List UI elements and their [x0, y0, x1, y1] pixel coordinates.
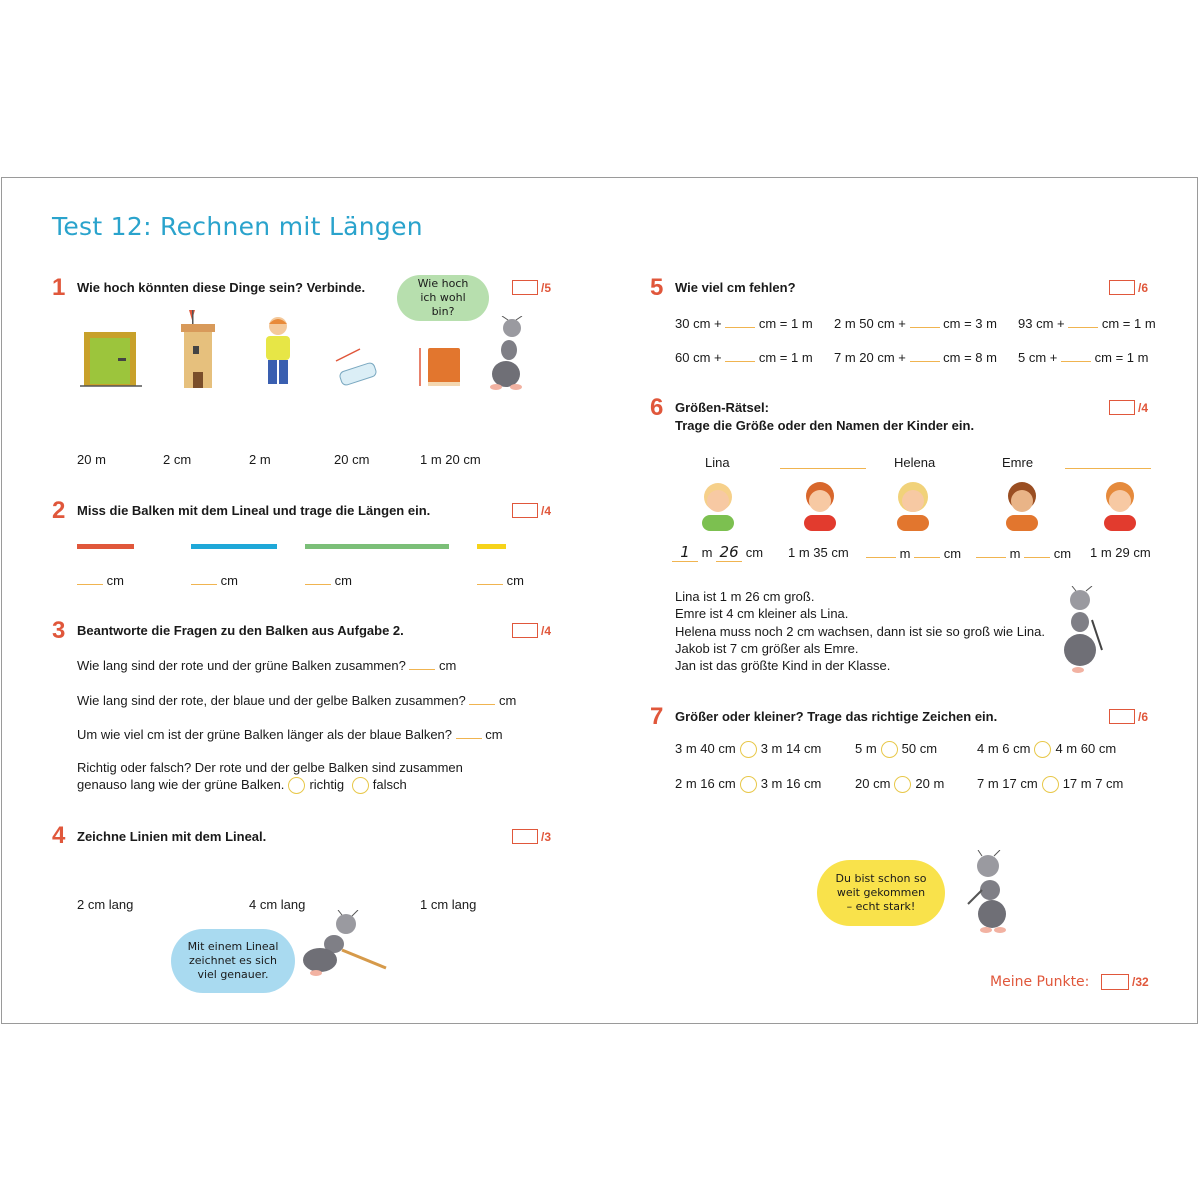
clue-text: Lina ist 1 m 26 cm groß.	[675, 589, 815, 604]
answer-option[interactable]: 2 m	[249, 452, 271, 467]
line-label: 4 cm lang	[249, 897, 306, 912]
answer-blank[interactable]	[77, 572, 103, 585]
total-score-box[interactable]	[1101, 974, 1129, 990]
ant-icon	[484, 316, 534, 390]
total-score-label: Meine Punkte:	[990, 974, 1090, 990]
score-box[interactable]	[512, 280, 538, 295]
answer-blank[interactable]	[409, 657, 435, 670]
bar-yellow	[477, 544, 506, 549]
question-text: Wie lang sind der rote und der grüne Balken zusammen?	[77, 658, 406, 673]
answer-blank[interactable]	[866, 545, 896, 558]
answer-option[interactable]: 20 cm	[334, 452, 370, 467]
boy-icon	[1000, 479, 1044, 533]
answer-option[interactable]: 20 m	[77, 452, 106, 467]
question-text: genauso lang wie der grüne Balken.	[77, 777, 285, 792]
answer-circle[interactable]	[881, 741, 898, 758]
question-text: Richtig oder falsch? Der rote und der gelbe Balken sind zusammen	[77, 760, 463, 775]
answer-blank[interactable]	[725, 349, 755, 362]
score-max: /4	[1138, 401, 1149, 415]
task-number: 7	[650, 703, 664, 730]
answer-blank[interactable]: 26	[716, 543, 742, 562]
score-box[interactable]	[1109, 280, 1135, 295]
answer-blank[interactable]	[910, 349, 940, 362]
child-name: Lina	[705, 455, 730, 470]
answer-option[interactable]: 2 cm	[163, 452, 192, 467]
ant-icon	[298, 910, 390, 976]
bar-green	[305, 544, 449, 549]
line-label: 1 cm lang	[420, 897, 477, 912]
answer-circle[interactable]	[1042, 776, 1059, 793]
line-label: 2 cm lang	[77, 897, 134, 912]
bar-red	[77, 544, 134, 549]
task-question: Beantworte die Fragen zu den Balken aus Aufgabe 2.	[77, 623, 404, 638]
clue-text: Jan ist das größte Kind in der Klasse.	[675, 658, 891, 673]
answer-blank[interactable]	[477, 572, 503, 585]
answer-blank[interactable]: 1	[672, 543, 698, 562]
eraser-icon	[332, 347, 382, 387]
clue-text: Helena muss noch 2 cm wachsen, dann ist sie so groß wie Lina.	[675, 624, 1045, 639]
speech-bubble: Wie hoch ich wohl bin?	[397, 275, 489, 321]
girl-icon	[891, 479, 935, 533]
answer-blank[interactable]	[305, 572, 331, 585]
score-max: /4	[541, 624, 552, 638]
child-name: Emre	[1002, 455, 1034, 470]
size-label: 1 m 35 cm	[788, 545, 849, 560]
answer-blank[interactable]	[469, 692, 495, 705]
answer-circle[interactable]	[1034, 741, 1051, 758]
answer-circle[interactable]	[288, 777, 305, 794]
answer-circle[interactable]	[740, 776, 757, 793]
size-label: 1 m 29 cm	[1090, 545, 1151, 560]
name-blank[interactable]	[780, 468, 866, 469]
boy-icon	[1098, 479, 1142, 533]
door-icon	[80, 330, 142, 388]
score-max: /6	[1138, 710, 1149, 724]
speech-bubble: Du bist schon so weit gekommen – echt stark!	[817, 860, 945, 926]
answer-blank[interactable]	[1024, 545, 1050, 558]
task-question: Größen-Rätsel:	[675, 400, 769, 415]
score-max: /4	[541, 504, 552, 518]
page-title: Test 12: Rechnen mit Längen	[52, 212, 423, 241]
answer-circle[interactable]	[352, 777, 369, 794]
clue-text: Emre ist 4 cm kleiner als Lina.	[675, 606, 849, 621]
name-blank[interactable]	[1065, 468, 1151, 469]
answer-blank[interactable]	[910, 315, 940, 328]
answer-blank[interactable]	[725, 315, 755, 328]
answer-blank[interactable]	[976, 545, 1006, 558]
task-number: 1	[52, 274, 66, 301]
ant-icon	[960, 850, 1030, 936]
answer-circle[interactable]	[740, 741, 757, 758]
task-question: Wie viel cm fehlen?	[675, 280, 796, 295]
task-number: 5	[650, 274, 664, 301]
score-box[interactable]	[512, 503, 538, 518]
answer-blank[interactable]	[914, 545, 940, 558]
total-score-max: /32	[1132, 975, 1149, 989]
question-text: Um wie viel cm ist der grüne Balken länger als der blaue Balken?	[77, 727, 453, 742]
task-question: Größer oder kleiner? Trage das richtige Zeichen ein.	[675, 709, 998, 724]
score-max: /3	[541, 830, 552, 844]
bar-blue	[191, 544, 277, 549]
task-question: Zeichne Linien mit dem Lineal.	[77, 829, 267, 844]
answer-circle[interactable]	[894, 776, 911, 793]
score-max: /6	[1138, 281, 1149, 295]
task-question: Wie hoch könnten diese Dinge sein? Verbinde.	[77, 280, 366, 295]
answer-option[interactable]: 1 m 20 cm	[420, 452, 481, 467]
speech-bubble: Mit einem Lineal zeichnet es sich viel genauer.	[171, 929, 295, 993]
answer-blank[interactable]	[1068, 315, 1098, 328]
boy-icon	[258, 316, 298, 388]
score-box[interactable]	[1109, 709, 1135, 724]
book-icon	[416, 344, 466, 390]
answer-blank[interactable]	[191, 572, 217, 585]
score-box[interactable]	[512, 829, 538, 844]
task-number: 4	[52, 822, 66, 849]
girl-icon	[696, 479, 740, 533]
answer-blank[interactable]	[456, 726, 482, 739]
answer-blank[interactable]	[1061, 349, 1091, 362]
task-number: 3	[52, 617, 66, 644]
task-question: Trage die Größe oder den Namen der Kinder ein.	[675, 418, 975, 433]
ant-icon	[1058, 586, 1112, 676]
task-question: Miss die Balken mit dem Lineal und trage die Längen ein.	[77, 503, 431, 518]
task-number: 2	[52, 497, 66, 524]
question-text: Wie lang sind der rote, der blaue und der gelbe Balken zusammen?	[77, 693, 466, 708]
boy-icon	[798, 479, 842, 533]
task-number: 6	[650, 394, 664, 421]
clue-text: Jakob ist 7 cm größer als Emre.	[675, 641, 859, 656]
child-name: Helena	[894, 455, 936, 470]
tower-icon	[175, 310, 221, 390]
score-box[interactable]	[1109, 400, 1135, 415]
score-max: /5	[541, 281, 552, 295]
score-box[interactable]	[512, 623, 538, 638]
